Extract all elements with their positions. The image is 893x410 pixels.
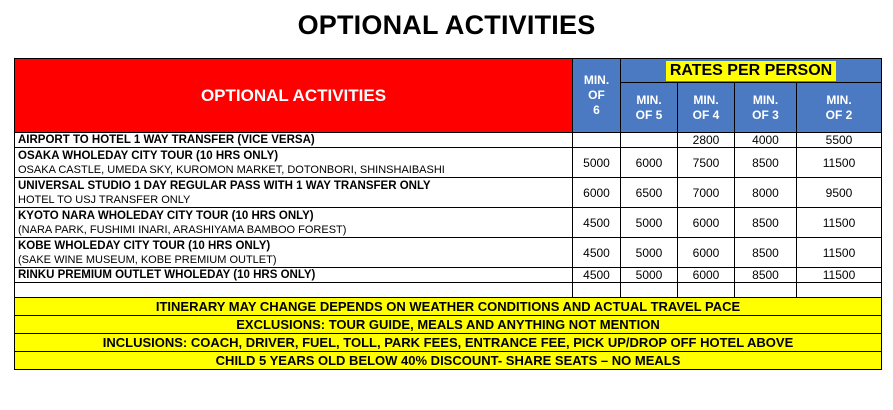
activity-cell <box>15 208 573 238</box>
rate-header-min-5 <box>621 83 678 133</box>
rate-cell: 6000 <box>678 238 735 268</box>
blank-cell <box>735 283 797 298</box>
rates-per-person-label: RATES PER PERSON <box>666 61 836 81</box>
rate-header-line: MIN. <box>693 92 719 107</box>
activity-description: (NARA PARK, FUSHIMI INARI, ARASHIYAMA BAMBOO FOREST) <box>18 223 347 236</box>
activities-header: OPTIONAL ACTIVITIES <box>15 59 573 133</box>
rate-header-line: MIN. <box>583 73 610 87</box>
note-child-discount: CHILD 5 YEARS OLD BELOW 40% DISCOUNT- SHARE SEATS – NO MEALS <box>15 352 882 370</box>
activity-name: RINKU PREMIUM OUTLET WHOLEDAY (10 HRS ONLY) <box>18 269 316 281</box>
rate-cell: 11500 <box>797 268 882 283</box>
activity-description: OSAKA CASTLE, UMEDA SKY, KUROMON MARKET, DOTONBORI, SHINSHAIBASHI <box>18 163 445 176</box>
activity-cell <box>15 148 573 178</box>
rate-cell: 8500 <box>735 268 797 283</box>
activity-cell <box>15 268 573 283</box>
rate-cell: 11500 <box>797 148 882 178</box>
activity-name: KYOTO NARA WHOLEDAY CITY TOUR (10 HRS ONLY) <box>18 209 314 222</box>
rate-cell <box>573 133 621 148</box>
rate-cell: 9500 <box>797 178 882 208</box>
rate-header-line: OF <box>588 88 605 102</box>
rate-header-line: OF 5 <box>635 107 663 122</box>
rate-cell: 7500 <box>678 148 735 178</box>
table-row <box>15 178 882 208</box>
table-row <box>15 268 882 283</box>
rate-cell: 8000 <box>735 178 797 208</box>
activities-table <box>14 58 882 370</box>
rate-cell: 4500 <box>573 268 621 283</box>
rate-cell: 11500 <box>797 238 882 268</box>
note-row <box>15 334 882 352</box>
activity-name: UNIVERSAL STUDIO 1 DAY REGULAR PASS WITH 1 WAY TRANSFER ONLY <box>18 179 431 192</box>
note-inclusions: INCLUSIONS: COACH, DRIVER, FUEL, TOLL, PARK FEES, ENTRANCE FEE, PICK UP/DROP OFF HOTEL ABOVE <box>15 334 882 352</box>
rate-header-min-6 <box>573 59 621 133</box>
rate-cell: 4500 <box>573 208 621 238</box>
rate-header-line: MIN. <box>636 92 662 107</box>
note-row <box>15 298 882 316</box>
note-row <box>15 352 882 370</box>
note-row <box>15 316 882 334</box>
blank-cell <box>621 283 678 298</box>
blank-cell <box>573 283 621 298</box>
rate-cell: 6000 <box>678 268 735 283</box>
rate-cell: 8500 <box>735 238 797 268</box>
activity-description: (SAKE WINE MUSEUM, KOBE PREMIUM OUTLET) <box>18 253 277 266</box>
activity-name: OSAKA WHOLEDAY CITY TOUR (10 HRS ONLY) <box>18 149 279 162</box>
activity-name: AIRPORT TO HOTEL 1 WAY TRANSFER (VICE VERSA) <box>18 134 315 146</box>
rate-cell: 5000 <box>573 148 621 178</box>
rate-cell: 5000 <box>621 238 678 268</box>
rate-cell: 6500 <box>621 178 678 208</box>
rate-cell: 6000 <box>678 208 735 238</box>
rate-cell: 11500 <box>797 208 882 238</box>
rate-cell: 8500 <box>735 208 797 238</box>
rate-cell: 2800 <box>678 133 735 148</box>
activity-cell <box>15 133 573 148</box>
rate-cell: 5500 <box>797 133 882 148</box>
rate-header-line: OF 3 <box>752 107 779 122</box>
table-row <box>15 238 882 268</box>
rate-cell: 5000 <box>621 268 678 283</box>
rate-cell: 7000 <box>678 178 735 208</box>
note-exclusions: EXCLUSIONS: TOUR GUIDE, MEALS AND ANYTHING NOT MENTION <box>15 316 882 334</box>
rate-cell: 8500 <box>735 148 797 178</box>
activity-name: KOBE WHOLEDAY CITY TOUR (10 HRS ONLY) <box>18 239 271 252</box>
rate-cell: 6000 <box>573 178 621 208</box>
rate-cell <box>621 133 678 148</box>
rate-header-line: MIN. <box>826 92 852 107</box>
blank-cell <box>797 283 882 298</box>
rate-header-line: OF 4 <box>692 107 720 122</box>
rate-header-min-4 <box>678 83 735 133</box>
rate-cell: 6000 <box>621 148 678 178</box>
rate-cell: 4000 <box>735 133 797 148</box>
table-row <box>15 148 882 178</box>
table-row <box>15 133 882 148</box>
rate-header-line: MIN. <box>752 92 779 107</box>
blank-row <box>15 283 882 298</box>
activity-description: HOTEL TO USJ TRANSFER ONLY <box>18 193 191 206</box>
rate-header-line: OF 2 <box>825 107 853 122</box>
rate-header-min-2 <box>797 83 882 133</box>
page-title: OPTIONAL ACTIVITIES <box>297 10 596 40</box>
rate-cell: 4500 <box>573 238 621 268</box>
blank-cell <box>678 283 735 298</box>
activity-cell <box>15 178 573 208</box>
blank-cell <box>15 283 573 298</box>
activity-cell <box>15 238 573 268</box>
note-itinerary: ITINERARY MAY CHANGE DEPENDS ON WEATHER CONDITIONS AND ACTUAL TRAVEL PACE <box>15 298 882 316</box>
rate-header-min-3 <box>735 83 797 133</box>
header-row <box>15 59 882 83</box>
rate-cell: 5000 <box>621 208 678 238</box>
rate-header-line: 6 <box>593 103 600 117</box>
rates-header <box>621 59 882 83</box>
table-row <box>15 208 882 238</box>
